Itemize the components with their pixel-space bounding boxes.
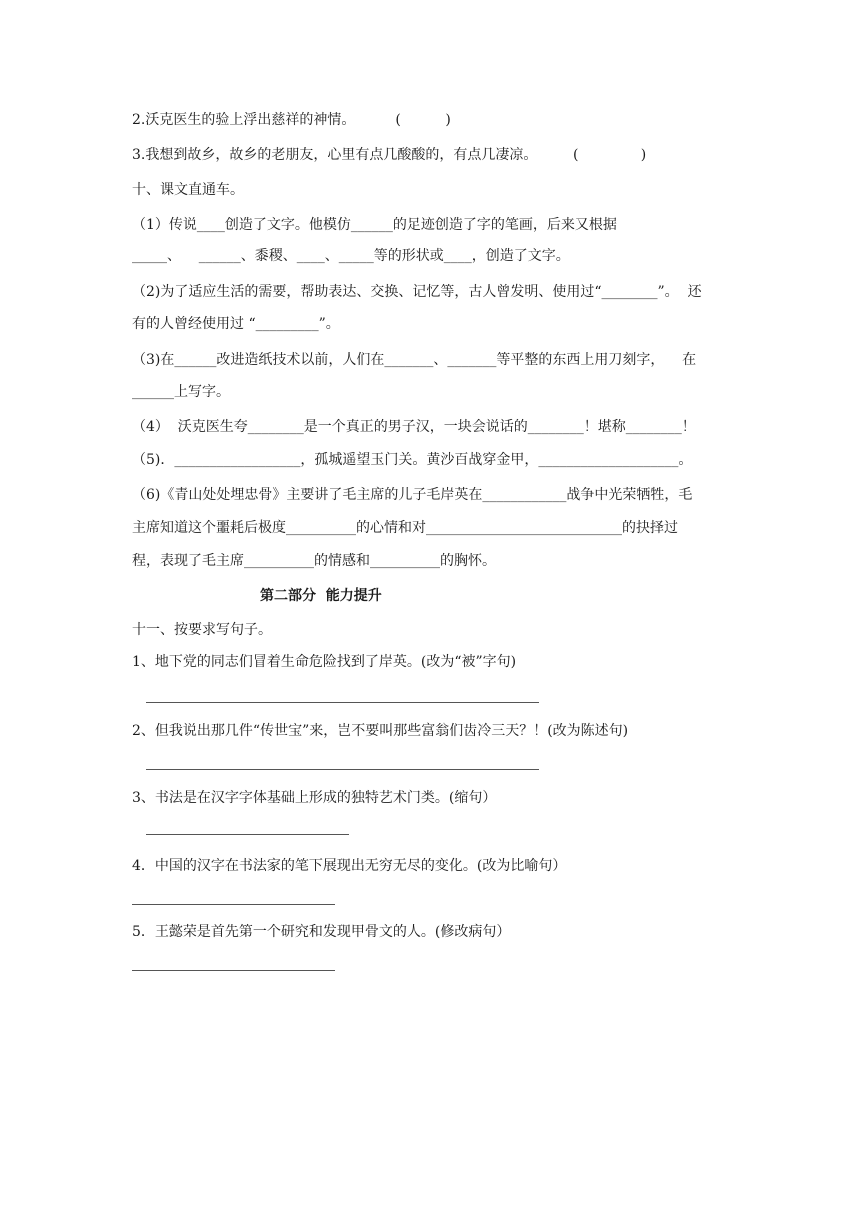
fill-blank-line: 程，表现了毛主席__________的情感和__________的胸怀。	[132, 553, 496, 569]
fill-blank-line: （5)．__________________，孤城遥望玉门关。黄沙百战穿金甲，____________________。	[132, 452, 693, 468]
rewrite-question: 4．中国的汉字在书法家的笔下展现出无穷无尽的变化。(改为比喻句）	[132, 858, 567, 874]
fill-blank-line: 主席知道这个噩耗后极度__________的心情和对____________________________的抉择过	[132, 520, 678, 536]
question-item-2: 2.沃克医生的验上浮出慈祥的神情。 ( )	[132, 112, 451, 128]
answer-line[interactable]	[146, 769, 539, 770]
fill-blank-line: ______上写字。	[132, 384, 230, 400]
question-item-3: 3.我想到故乡，故乡的老朋友，心里有点几酸酸的，有点几凄凉。 ( )	[132, 147, 647, 163]
answer-line[interactable]	[132, 970, 335, 971]
fill-blank-line: （2)为了适应生活的需要，帮助表达、交换、记忆等，古人曾发明、使用过“________”。 还	[132, 284, 702, 300]
fill-blank-line: （4） 沃克医生夸________是一个真正的男子汉，一块会说话的________！堪称________！	[132, 419, 696, 435]
rewrite-question: 5．王懿荣是首先第一个研究和发现甲骨文的人。(修改病句）	[132, 924, 511, 940]
answer-line[interactable]	[146, 702, 539, 703]
section-11-title: 十一、按要求写句子。	[132, 622, 272, 638]
fill-blank-line: （1）传说____创造了文字。他模仿______的足迹创造了字的笔画，后来又根据	[132, 217, 617, 233]
rewrite-question: 1、地下党的同志们冒着生命危险找到了岸英。(改为“被”字句)	[132, 654, 517, 670]
answer-line[interactable]	[146, 834, 349, 835]
fill-blank-line: （3)在______改进造纸技术以前，人们在_______、_______等平整的东西上用刀刻字， 在	[132, 352, 697, 368]
rewrite-question: 2、但我说出那几件“传世宝”来，岂不要叫那些富翁们齿冷三天？！(改为陈述句)	[132, 723, 629, 739]
fill-blank-line: （6)《青山处处埋忠骨》主要讲了毛主席的儿子毛岸英在____________战争中光荣牺牲，毛	[132, 487, 693, 503]
fill-blank-line: 有的人曾经使用过 “_________”。	[132, 316, 340, 332]
fill-blank-line: _____、 ______、黍稷、____、_____等的形状或____，创造了文字。	[132, 248, 570, 264]
rewrite-question: 3、书法是在汉字字体基础上形成的独特艺术门类。(缩句）	[132, 790, 497, 806]
section-10-title: 十、课文直通车。	[132, 182, 244, 198]
answer-line[interactable]	[132, 904, 335, 905]
part-2-title: 第二部分 能力提升	[260, 588, 382, 604]
